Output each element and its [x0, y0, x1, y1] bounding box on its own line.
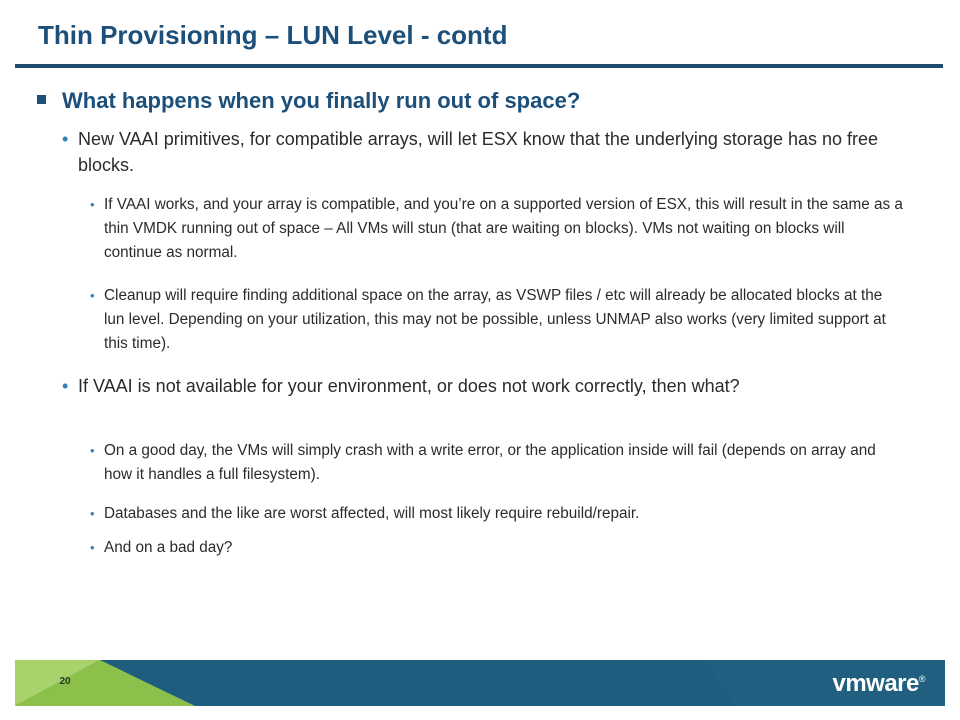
bullet-l3-bad-day: And on a bad day? [104, 539, 233, 556]
page-number: 20 [59, 676, 71, 687]
square-bullet-icon [37, 95, 46, 104]
bullet-icon: • [90, 506, 95, 521]
bullet-l3-vaai-works: If VAAI works, and your array is compatible, and you’re on a supported version of ESX, this will result in the same as a thin VMDK running out of space – All VMs will stun (that are waiting on blocks). VMs not waiting on blocks will continue as normal. [104, 196, 903, 261]
bullet-icon: • [62, 129, 69, 149]
bullet-l3-databases: Databases and the like are worst affected, will most likely require rebuild/repair. [104, 505, 640, 522]
vmware-logo [832, 670, 925, 698]
footer-bar [15, 660, 945, 706]
slide-title: Thin Provisioning – LUN Level - contd [38, 20, 508, 50]
bullet-icon: • [62, 376, 69, 396]
registered-mark: ® [918, 674, 925, 684]
bullet-l3-good-day: On a good day, the VMs will simply crash with a write error, or the application inside will fail (depends on array and how it handles a full filesystem). [104, 442, 876, 483]
bullet-icon: • [90, 443, 95, 458]
bullet-icon: • [90, 197, 95, 212]
bullet-l2-vaai-unavailable: If VAAI is not available for your environment, or does not work correctly, then what? [78, 376, 740, 396]
bullet-l2-vaai-primitives: New VAAI primitives, for compatible arrays, will let ESX know that the underlying storage has no free blocks. [78, 129, 879, 175]
bullet-l3-cleanup: Cleanup will require finding additional space on the array, as VSWP files / etc will already be allocated blocks at the lun level. Depending on your utilization, this may not be possible, unless UNMAP also works (very limited support at this time). [104, 287, 886, 352]
bullet-icon: • [90, 288, 95, 303]
vmware-logo-text: vmware [832, 670, 919, 697]
footer-graphic [15, 660, 945, 706]
bullet-icon: • [90, 540, 95, 555]
main-heading: What happens when you finally run out of space? [62, 88, 581, 113]
